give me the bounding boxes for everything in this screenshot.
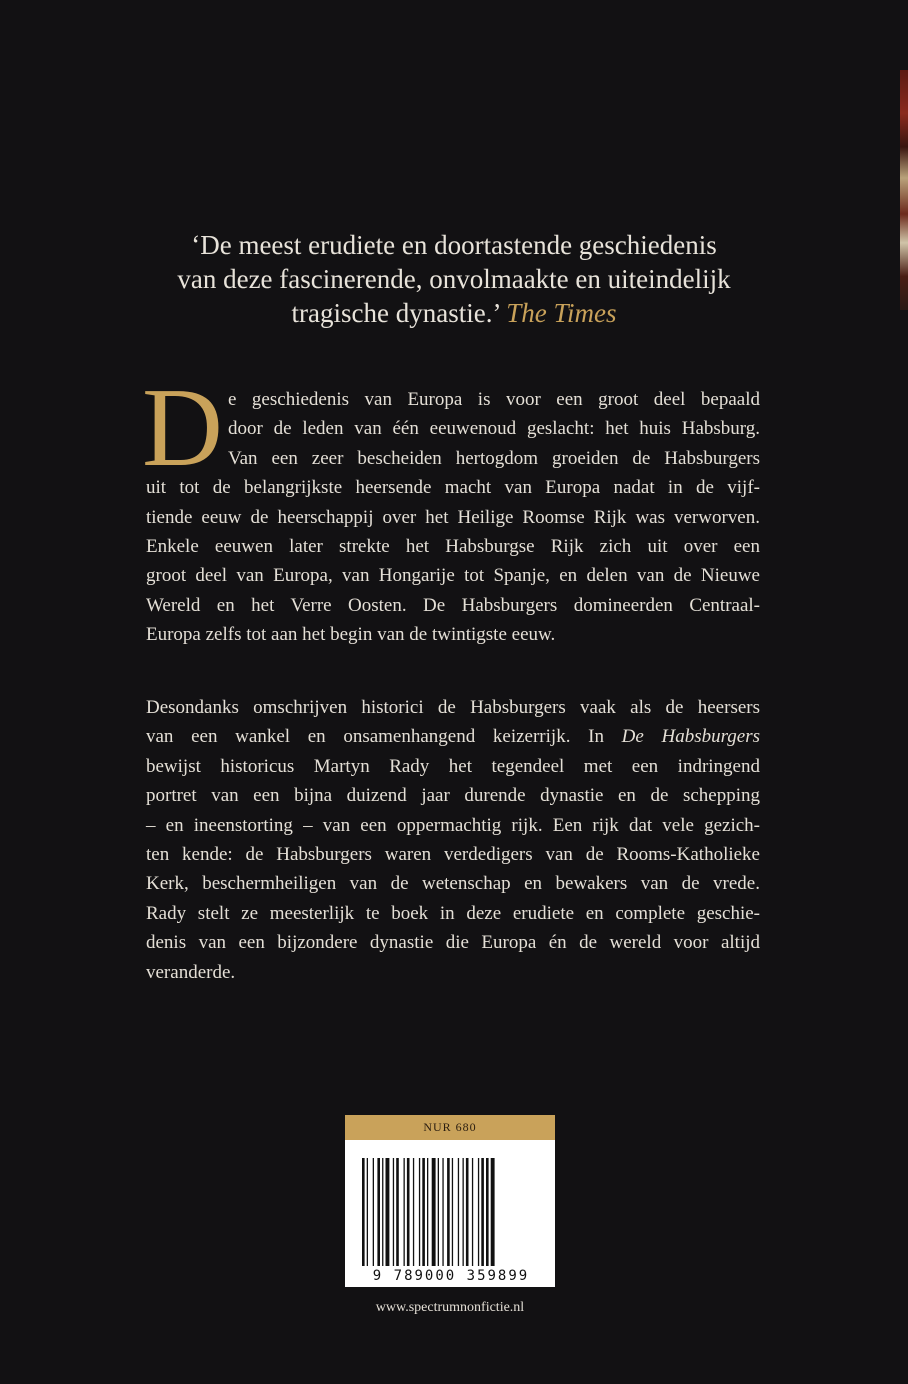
p2-line-2-text: van een wankel en onsamenhangend keizerrijk. In: [146, 726, 622, 748]
isbn-number: 9 789000 359899: [372, 1268, 530, 1284]
p2-line-7: Kerk, beschermheiligen van de wetenschap en bewakers van de vrede.: [146, 873, 760, 895]
book-title: De Habsburgers: [621, 726, 760, 748]
barcode-bar: [362, 1158, 365, 1266]
p2-line-10: veranderde.: [146, 961, 236, 983]
barcode-bar: [377, 1158, 380, 1266]
nur-code: NUR 680: [345, 1115, 555, 1140]
barcode-bar: [396, 1158, 399, 1266]
barcode-bar: [373, 1158, 374, 1266]
p2-line-5: – en ineenstorting – van een oppermachtig rijk. Een rijk dat vele gezich-: [146, 814, 760, 836]
quote-line-2: van deze fascinerende, onvolmaakte en uiteindelijk: [177, 264, 731, 294]
blurb-paragraph-2: [146, 693, 760, 987]
p1-line-5: tiende eeuw de heerschappij over het Heilige Roomse Rijk was verworven.: [146, 506, 760, 528]
p2-line-9: denis van een bijzondere dynastie die Europa én de wereld voor altijd: [146, 932, 760, 954]
p1-line-6: Enkele eeuwen later strekte het Habsburgse Rijk zich uit over een: [146, 535, 760, 557]
barcode-bar: [386, 1158, 390, 1266]
p1-line-4: uit tot de belangrijkste heersende macht van Europa nadat in de vijf-: [146, 477, 760, 499]
barcode-bar: [478, 1158, 479, 1266]
barcode-bar: [481, 1158, 484, 1266]
barcode-bar: [447, 1158, 450, 1266]
p2-line-6: ten kende: de Habsburgers waren verdedigers van de Rooms-Katholieke: [146, 843, 760, 865]
review-quote: [120, 228, 788, 330]
barcode-bar: [486, 1158, 489, 1266]
quote-line-3: [120, 296, 788, 330]
p1-line-3: Van een zeer bescheiden hertogdom groeiden de Habsburgers: [228, 447, 760, 469]
barcode-bar: [404, 1158, 405, 1266]
barcode-bar: [382, 1158, 383, 1266]
barcode-bar: [393, 1158, 394, 1266]
quote-line-3-text: tragische dynastie.’: [291, 298, 500, 328]
barcode-bar: [367, 1158, 368, 1266]
p1-line-2: door de leden van één eeuwenoud geslacht: het huis Habsburg.: [228, 418, 760, 440]
p1-line-7: groot deel van Europa, van Hongarije tot Spanje, en delen van de Nieuwe: [146, 565, 760, 587]
barcode-bar: [427, 1158, 428, 1266]
publisher-website: www.spectrumnonfictie.nl: [375, 1300, 525, 1315]
barcode-bars: [360, 1158, 538, 1266]
p2-line-4: portret van een bijna duizend jaar durende dynastie en de schepping: [146, 785, 760, 807]
p1-line-8: Wereld en het Verre Oosten. De Habsburgers domineerden Centraal-: [146, 594, 760, 616]
barcode-bar: [422, 1158, 425, 1266]
barcode-bar: [442, 1158, 443, 1266]
quote-line-1: ‘De meest erudiete en doortastende geschiedenis: [191, 230, 717, 260]
p1-line-9: Europa zelfs tot aan het begin van de twintigste eeuw.: [146, 624, 556, 646]
barcode-bar: [432, 1158, 436, 1266]
barcode-bar: [458, 1158, 459, 1266]
drop-cap: D: [142, 366, 223, 490]
barcode-bar: [419, 1158, 420, 1266]
quote-source: The Times: [506, 298, 617, 328]
barcode-bar: [491, 1158, 495, 1266]
barcode-bar: [466, 1158, 469, 1266]
barcode-bar: [472, 1158, 473, 1266]
cover-edge-strip: [900, 70, 908, 310]
barcode-bar: [438, 1158, 439, 1266]
barcode-bar: [413, 1158, 414, 1266]
p2-line-2: [146, 722, 760, 751]
p2-line-1: Desondanks omschrijven historici de Habsburgers vaak als de heersers: [146, 697, 760, 718]
p2-line-3: bewijst historicus Martyn Rady het tegendeel met een indringend: [146, 755, 760, 777]
blurb-paragraph-1: [146, 385, 760, 650]
barcode-bar: [407, 1158, 410, 1266]
barcode-bar: [452, 1158, 453, 1266]
barcode-bar: [463, 1158, 464, 1266]
p2-line-8: Rady stelt ze meesterlijk te boek in deze erudiete en complete geschie-: [146, 902, 760, 924]
p1-line-1: e geschiedenis van Europa is voor een groot deel bepaald: [228, 389, 760, 410]
